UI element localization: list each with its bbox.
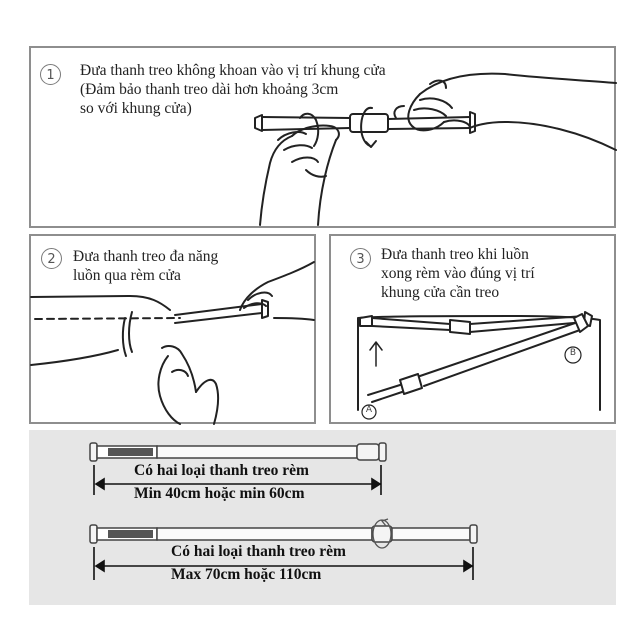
- step1-number: 1: [40, 64, 61, 85]
- step3-label-b: B: [569, 348, 577, 358]
- step2-line-1: Đưa thanh treo đa năng: [73, 248, 219, 265]
- rod1-caption-line-1: Có hai loại thanh treo rèm: [134, 462, 309, 479]
- rod1-illustration: [90, 443, 386, 461]
- step2-line-2: luồn qua rèm cửa: [73, 267, 181, 284]
- step3-number: 3: [350, 248, 371, 269]
- step2-number: 2: [41, 248, 62, 269]
- step1-line-2: (Đảm bảo thanh treo dài hơn khoảng 3cm: [80, 81, 339, 98]
- step3-line-3: khung cửa cần treo: [381, 284, 500, 301]
- step1-instruction: [80, 61, 386, 118]
- step1-line-3: so với khung cửa): [80, 100, 192, 117]
- rod2-caption-line-2: Max 70cm hoặc 110cm: [171, 566, 322, 583]
- step3-line-1: Đưa thanh treo khi luồn: [381, 246, 529, 263]
- rod1-caption-line-2: Min 40cm hoặc min 60cm: [134, 485, 305, 502]
- step2-illustration: [31, 262, 314, 424]
- step3-label-a: A: [365, 405, 373, 415]
- step3-instruction: [381, 245, 535, 302]
- step2-instruction: [73, 247, 218, 285]
- rod2-caption-line-1: Có hai loại thanh treo rèm: [171, 543, 346, 560]
- rod2-illustration: [90, 525, 477, 543]
- step3-line-2: xong rèm vào đúng vị trí: [381, 265, 535, 282]
- step3-illustration: [358, 312, 600, 419]
- step1-line-1: Đưa thanh treo không khoan vào vị trí khung cửa: [80, 62, 386, 79]
